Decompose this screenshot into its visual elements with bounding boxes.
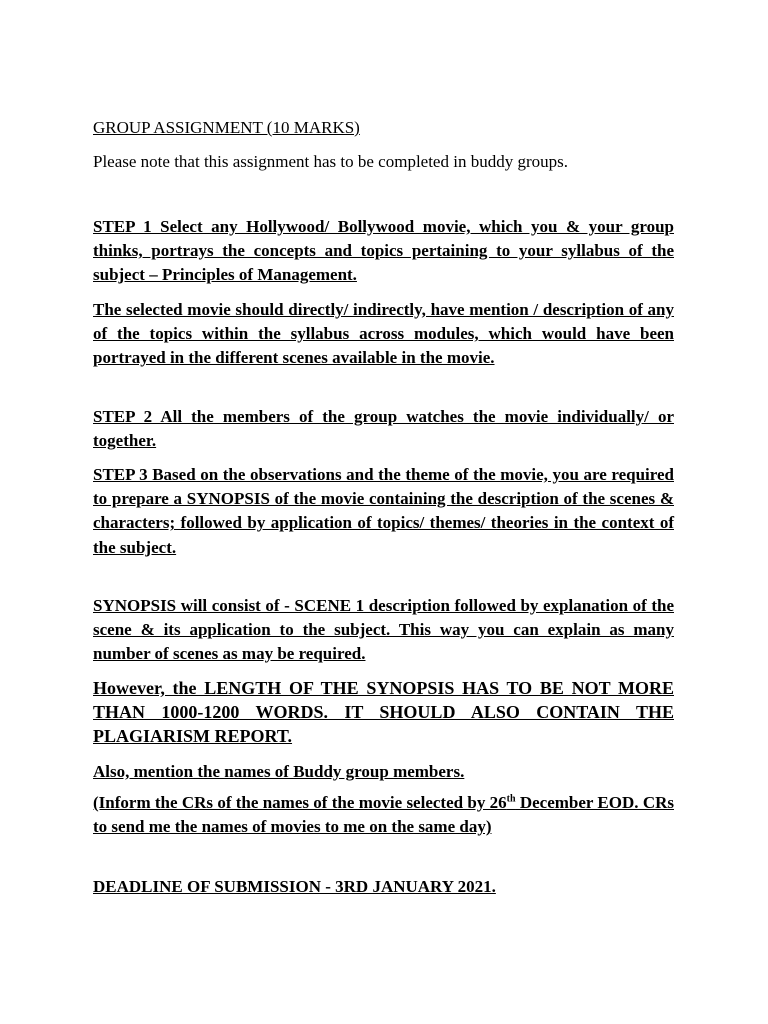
deadline-paragraph: DEADLINE OF SUBMISSION - 3RD JANUARY 2021. bbox=[93, 877, 496, 896]
assignment-heading: GROUP ASSIGNMENT (10 MARKS) bbox=[93, 118, 360, 137]
synopsis-paragraph: SYNOPSIS will consist of - SCENE 1 description followed by explanation of the scene & its application to the subject. This way you can explain as many number of scenes as may be required. bbox=[93, 596, 674, 664]
inform-text-start: (Inform the CRs of the names of the movie selected by 26 bbox=[93, 793, 507, 812]
buddy-members-paragraph: Also, mention the names of Buddy group members. bbox=[93, 762, 465, 781]
date-ordinal-suffix: th bbox=[506, 793, 516, 805]
step-3-paragraph: STEP 3 Based on the observations and the theme of the movie, you are required to prepare a SYNOPSIS of the movie containing the description of the scenes & characters; followed by application of topics/ themes/ theories in the context of the subject. bbox=[93, 465, 674, 557]
inform-crs-paragraph bbox=[93, 791, 674, 839]
step-2-paragraph: STEP 2 All the members of the group watches the movie individually/ or together. bbox=[93, 407, 674, 451]
inform-text-end: December EOD. CRs to send me the names of movies to me on the same day) bbox=[93, 793, 674, 837]
step-1-paragraph: STEP 1 Select any Hollywood/ Bollywood movie, which you & your group thinks, portrays the concepts and topics pertaining to your syllabus of the subject – Principles of Management. bbox=[93, 217, 674, 285]
buddy-group-note: Please note that this assignment has to be completed in buddy groups. bbox=[93, 152, 568, 171]
length-paragraph: However, the LENGTH OF THE SYNOPSIS HAS TO BE NOT MORE THAN 1000-1200 WORDS. IT SHOULD ALSO CONTAIN THE PLAGIARISM REPORT. bbox=[93, 678, 674, 747]
selected-movie-paragraph: The selected movie should directly/ indirectly, have mention / description of any of the topics within the syllabus across modules, which would have been portrayed in the different scenes available in the movie. bbox=[93, 300, 674, 368]
